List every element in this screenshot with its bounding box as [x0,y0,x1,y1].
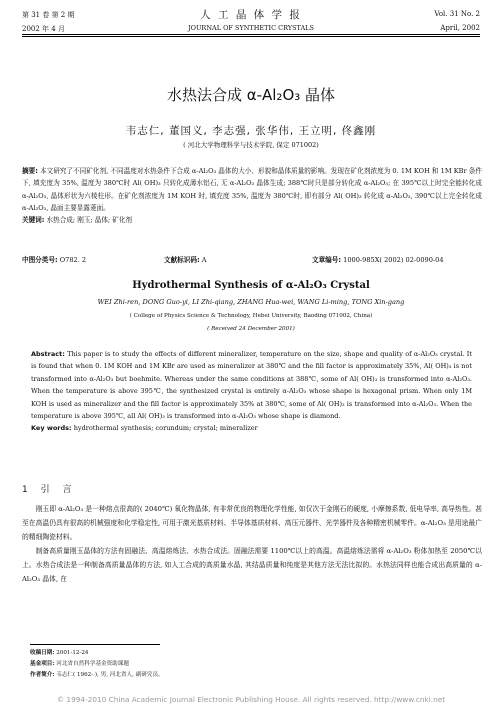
affiliation-cn: ( 河北大学物理科学与技术学院, 保定 071002) [183,141,319,149]
article-no-label: 文章编号: [312,256,342,264]
body-paragraph: 刚玉即 α-Al₂O₃ 是一种熔点很高的( 2040℃) 氧化物晶体, 有非常优良的物理化学性能, 如仅次于金刚石的硬度, 小摩擦系数, 低电导率, 高导热性。甚至在高温仍具有很高的机械强度和化学稳定性, 可用于激光基质材料、半导体基质材料、高压元器件、光学器件及各种精密机械零件。α-Al₂O₃ 是用途最广的精细陶瓷材料。 [22,505,482,541]
abstract-cn-label: 摘要: [22,167,38,175]
section-heading [22,482,71,495]
section-number: 1 [22,485,28,495]
keywords-cn-text: 水热合成; 刚玉; 晶体; 矿化剂 [46,216,133,225]
body-paragraph: 制备高质量刚玉晶体的方法有固融法、高温熔炼法、水热合成法。固融法需要 1100℃以上的高温。高温熔炼法需将 α-Al₂O₃ 粉体加热至 2050℃以上。水热合成法是一种制备高质量晶体的方法, 如人工合成的高质量水晶, 其结晶质量和纯度是其他方法无法比拟的。水热法同样也能合成出高质量的 α-Al₂O₃ 晶体, 在 [22,547,482,583]
footnote-item: 收稿日期: 2001-12-24 [30,650,89,656]
paper-title-en: Hydrothermal Synthesis of α-Al₂O₃ Crystal [132,280,370,291]
abstract-cn [22,165,482,226]
authors-cn: 韦志仁, 董国义, 李志强, 张华伟, 王立明, 佟鑫刚 [125,125,377,137]
keywords-en-label: Key words: [31,424,72,433]
cls-label: 中图分类号: [22,256,58,264]
journal-title-en: JOURNAL OF SYNTHETIC CRYSTALS [188,24,314,32]
abstract-cn-text: 本文研究了不同矿化剂, 不同温度对水热条件下合成 α-Al₂O₃ 晶体的大小、形貌和晶体质量的影响。发现在矿化剂浓度为 0. 1M KOH 和 1M KBr 条件下, 填充度为 35%, 温度为 380℃时 Al( OH)₃ 只转化成薄水铝石, 无 α-Al₂O₃ 晶体生成; 388℃时只是部分转化成 α-Al₂O₃; 在 395℃以上时完全能转化成 α-Al₂O₃, 晶体形状为六棱柱形。在矿化剂浓度为 1M KOH 时, 填充度 35%, 温度为 380℃时, 即有部分 Al( OH)₃ 转化成 α-Al₂O₃, 390℃以上完全转化成 α-Al₂O₃, 晶面主要显露菱面。 [22,167,482,212]
journal-title-cn: 人 工 晶 体 学 报 [200,9,302,21]
abstract-en-text: This paper is to study the effects of different mineralizer, temperature on the size, shape and quality of α-Al₂O₃ crystal. It is found that when 0. 1M KOH and 1M KBr are used as mineralizer at 380℃ and the fill factor is approximately 35%, Al( OH)₃ is not transformed into α-Al₂O₃ but boehmite. Whereas under the same conditions at 388℃, some of Al( OH)₃ is transformed into α-Al₂O₃. When the temperature is above 395℃, the synthesized crystal is entirely α-Al₂O₃ whose shape is hexagonal prism. When only 1M KOH is used as mineralizer and the fill factor is approximately 35% at 380℃, some of Al( OH)₃ is transformed into α-Al₂O₃. When the temperature is above 395℃, all Al( OH)₃ is transformed into α-Al₂O₃ whose shape is diamond. [31,350,472,421]
keywords-cn-label: 关键词: [22,216,45,225]
volume-issue: 第 31 卷 第 2 期 [22,11,75,19]
abstract-en [31,348,472,435]
footnote-item: 基金项目: 河北省自然科学基金资助课题 [30,661,129,667]
footnote-rule [30,644,160,645]
publication-date: 2002 年 4 月 [22,25,65,33]
keywords-en-text: hydrothermal synthesis; corundum; crystal; mineralizer [73,424,258,433]
copyright-watermark: © 1994-2010 China Academic Journal Electronic Publishing House. All rights reserved. http://www.cnki.net [56,695,446,704]
header-rule [22,34,480,35]
footnotes [30,648,470,681]
publication-date-en: April, 2002 [440,24,480,32]
body-text [22,502,482,586]
authors-en: WEI Zhi-ren, DONG Guo-yi, LI Zhi-qiang, ZHANG Hua-wei, WANG Li-ming, TONG Xin-gang [97,298,405,306]
footnote-item: 作者简介: 韦志仁( 1962- ), 男, 河北省人, 副研究员。 [30,672,164,678]
received-date-en: ( Received 24 December 2001) [207,326,295,332]
header-rule-2 [22,36,480,37]
section-title: 引 言 [40,485,72,495]
affiliation-en: ( College of Physics Science & Technology, Hebei University, Baoding 071002, China) [129,313,373,319]
doccode-value: A [201,256,207,264]
paper-title-cn: 水热法合成 α-Al₂O₃ 晶体 [166,86,336,104]
article-no-value: 1000-985X( 2002) 02-0090-04 [343,256,444,264]
abstract-en-label: Abstract: [31,350,65,358]
volume-issue-en: Vol. 31 No. 2 [434,10,480,18]
doccode-label: 文献标识码: [164,256,200,264]
cls-value: O782. 2 [59,256,87,264]
